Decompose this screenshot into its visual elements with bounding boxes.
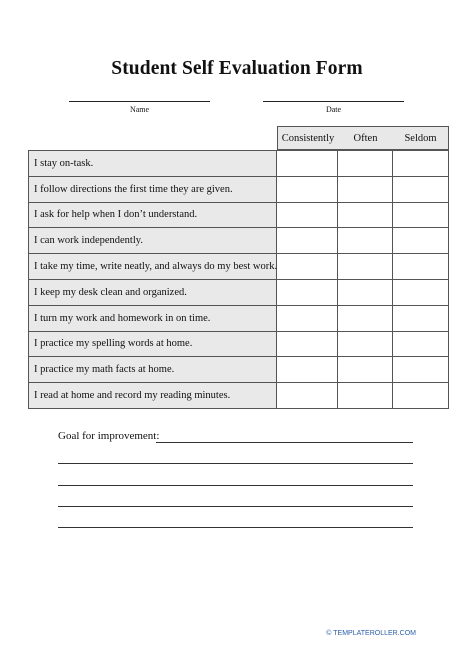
consistently-cell[interactable] [277, 228, 338, 253]
seldom-cell[interactable] [393, 383, 449, 408]
statement-cell: I take my time, write neatly, and always do my best work. [28, 254, 277, 279]
seldom-cell[interactable] [393, 254, 449, 279]
consistently-cell[interactable] [277, 254, 338, 279]
statement-cell: I read at home and record my reading minutes. [28, 383, 277, 408]
seldom-cell[interactable] [393, 177, 449, 202]
statement-cell: I keep my desk clean and organized. [28, 280, 277, 305]
often-cell[interactable] [338, 332, 393, 357]
often-cell[interactable] [338, 228, 393, 253]
consistently-cell[interactable] [277, 280, 338, 305]
consistently-cell[interactable] [277, 177, 338, 202]
consistently-cell[interactable] [277, 203, 338, 228]
goal-label: Goal for improvement: [58, 430, 160, 442]
goal-input-line[interactable] [58, 527, 413, 528]
statement-cell: I turn my work and homework in on time. [28, 306, 277, 331]
column-header-often: Often [338, 126, 394, 150]
seldom-cell[interactable] [393, 151, 449, 176]
goal-input-line[interactable] [58, 463, 413, 464]
goal-input-line[interactable] [58, 506, 413, 507]
consistently-cell[interactable] [277, 151, 338, 176]
statement-cell: I practice my spelling words at home. [28, 332, 277, 357]
consistently-cell[interactable] [277, 383, 338, 408]
statement-cell: I ask for help when I don’t understand. [28, 203, 277, 228]
table-row [28, 254, 449, 280]
table-row [28, 280, 449, 306]
statement-cell: I stay on-task. [28, 151, 277, 176]
seldom-cell[interactable] [393, 332, 449, 357]
statement-cell: I follow directions the first time they are given. [28, 177, 277, 202]
table-row [28, 177, 449, 203]
often-cell[interactable] [338, 383, 393, 408]
goal-input-line[interactable] [58, 485, 413, 486]
table-row [28, 151, 449, 177]
evaluation-table [28, 150, 449, 409]
table-row [28, 332, 449, 358]
often-cell[interactable] [338, 306, 393, 331]
seldom-cell[interactable] [393, 280, 449, 305]
name-line[interactable] [69, 101, 210, 102]
seldom-cell[interactable] [393, 203, 449, 228]
name-label: Name [129, 105, 150, 114]
statement-cell: I practice my math facts at home. [28, 357, 277, 382]
table-row [28, 383, 449, 409]
date-line[interactable] [263, 101, 404, 102]
often-cell[interactable] [338, 357, 393, 382]
statement-cell: I can work independently. [28, 228, 277, 253]
seldom-cell[interactable] [393, 228, 449, 253]
often-cell[interactable] [338, 254, 393, 279]
consistently-cell[interactable] [277, 306, 338, 331]
often-cell[interactable] [338, 203, 393, 228]
often-cell[interactable] [338, 151, 393, 176]
date-label: Date [325, 105, 342, 114]
footer-credit[interactable]: © TEMPLATEROLLER.COM [326, 630, 416, 637]
consistently-cell[interactable] [277, 332, 338, 357]
seldom-cell[interactable] [393, 306, 449, 331]
goal-input-line[interactable] [156, 442, 413, 443]
often-cell[interactable] [338, 280, 393, 305]
often-cell[interactable] [338, 177, 393, 202]
table-row [28, 306, 449, 332]
form-title: Student Self Evaluation Form [111, 58, 363, 79]
column-header-consistently: Consistently [277, 126, 339, 150]
consistently-cell[interactable] [277, 357, 338, 382]
table-row [28, 228, 449, 254]
seldom-cell[interactable] [393, 357, 449, 382]
column-header-seldom: Seldom [393, 126, 449, 150]
table-row [28, 203, 449, 229]
table-row [28, 357, 449, 383]
